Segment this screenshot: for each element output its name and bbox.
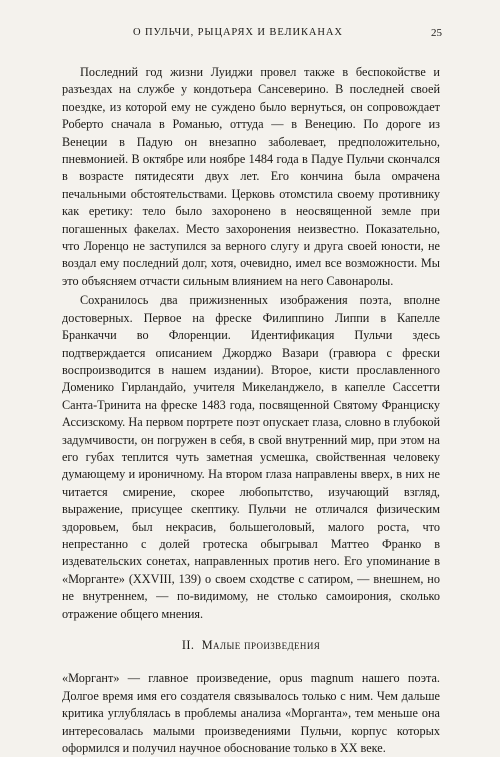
paragraph: Последний год жизни Луиджи провел также в беспокойстве и разъездах на службе у кондотьера Сансеверино. В последней своей поездке, из которой ему не суждено было вернуться, он сопровождает Роберто сначала в Романью, оттуда — в Венецию. По дороге из Венеции в Падую он внезапно заболевает, предположительно, пневмонией. В октябре или ноябре 1484 года в Падуе Пульчи скончался в возрасте пятидесяти двух лет. Его кончина была омрачена печальными обстоятельствами. Церковь отомстила своему противнику как еретику: тело было захоронено в неосвященной земле при погашенных факелах. Место захоронения неизвестно. Показательно, что Лоренцо не заступился за верного слугу и друга своей юности, не воздал ему последний долг, хотя, очевидно, имел все возможности. Мы это объясняем отчасти сильным влиянием на него Савонаролы. xyxy=(62,65,440,288)
running-title: О ПУЛЬЧИ, РЫЦАРЯХ И ВЕЛИКАНАХ xyxy=(133,27,343,38)
section-title: Малые произведения xyxy=(201,638,321,652)
paragraph: «Моргант» — главное произведение, opus magnum нашего поэта. Долгое время имя его создателя связывалось только с ним. Чем дальше критика углублялась в проблемы анализа «Морганта», тем меньше она интересовалась малыми произведениями Пульчи, корпус которых оформился и получил научное обоснование только в XX веке. xyxy=(62,671,440,756)
section-heading xyxy=(62,637,440,654)
page-number: 25 xyxy=(431,27,442,39)
page-header xyxy=(0,27,500,43)
section-number: II. xyxy=(181,638,195,652)
paragraph: Сохранилось два прижизненных изображения поэта, вполне достоверных. Первое на фреске Филиппино Липпи в Капелле Бранкаччи во Флоренции. Идентификация Пульчи здесь подтверждается описанием Джорджо Вазари (гравюра с фрески воспроизводится в нашем издании). Второе, кисти прославленного Доменико Гирландайо, учителя Микеланджело, в капелле Сассетти Санта-Тринита на фреске 1483 года, посвященной Святому Франциску Ассизскому. На первом портрете поэт опускает глаза, словно в глубокой задумчивости, он погружен в себя, в свой внутренний мир, при этом на его губах теплится чуть заметная усмешка, свойственная человеку думающему и ироничному. На втором глаза направлены вверх, в них не читается смирение, скорее любопытство, изучающий взгляд, выражение, присущее скептику. Пульчи не отличался физическим здоровьем, был некрасив, большеголовый, малого роста, что непрестанно с долей гротеска обыгрывал Маттео Франко в издевательских сонетах, направленных против него. Его упоминание в «Морганте» (XXVIII, 139) о своем сходстве с сатиром, — внешнем, но не внутреннем, — по-видимому, не столько самоирония, сколько отражение общего мнения. xyxy=(62,293,440,621)
page-body xyxy=(62,64,440,757)
